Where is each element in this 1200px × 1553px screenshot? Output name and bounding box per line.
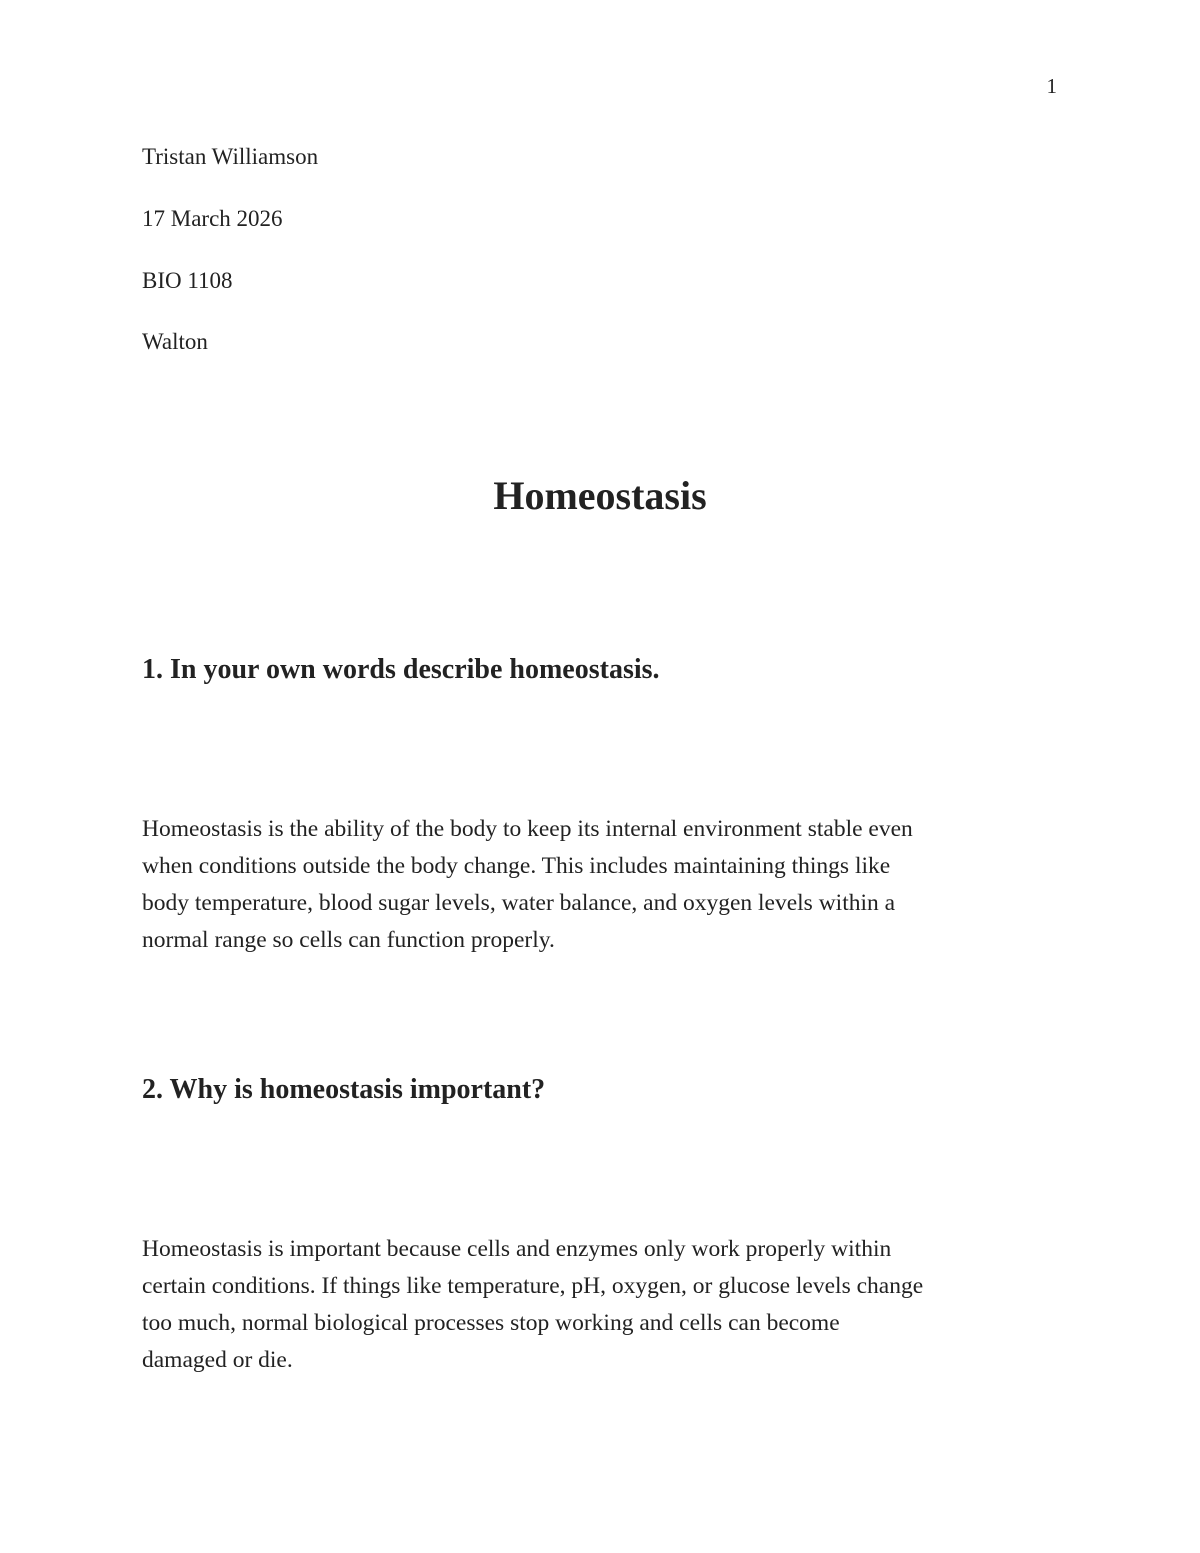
document-title: Homeostasis — [493, 473, 707, 518]
date: 17 March 2026 — [142, 206, 283, 231]
answer-2 — [142, 1231, 1062, 1379]
answer-1 — [142, 811, 1062, 959]
course: BIO 1108 — [142, 268, 233, 293]
answer-2-line: damaged or die. — [142, 1347, 293, 1373]
student-name: Tristan Williamson — [142, 144, 319, 169]
page-number: 1 — [1046, 74, 1057, 98]
question-1: 1. In your own words describe homeostasis. — [142, 654, 660, 685]
answer-1-line: Homeostasis is the ability of the body to keep its internal environment stable even — [142, 816, 913, 842]
answer-1-line: body temperature, blood sugar levels, water balance, and oxygen levels within a — [142, 890, 896, 916]
answer-2-line: Homeostasis is important because cells and enzymes only work properly within — [142, 1236, 892, 1262]
question-2: 2. Why is homeostasis important? — [142, 1074, 546, 1105]
answer-1-line: normal range so cells can function properly. — [142, 927, 555, 953]
answer-2-line: certain conditions. If things like temperature, pH, oxygen, or glucose levels change — [142, 1273, 924, 1299]
instructor: Walton — [142, 329, 208, 354]
answer-1-line: when conditions outside the body change. This includes maintaining things like — [142, 853, 891, 879]
answer-2-line: too much, normal biological processes stop working and cells can become — [142, 1310, 840, 1336]
